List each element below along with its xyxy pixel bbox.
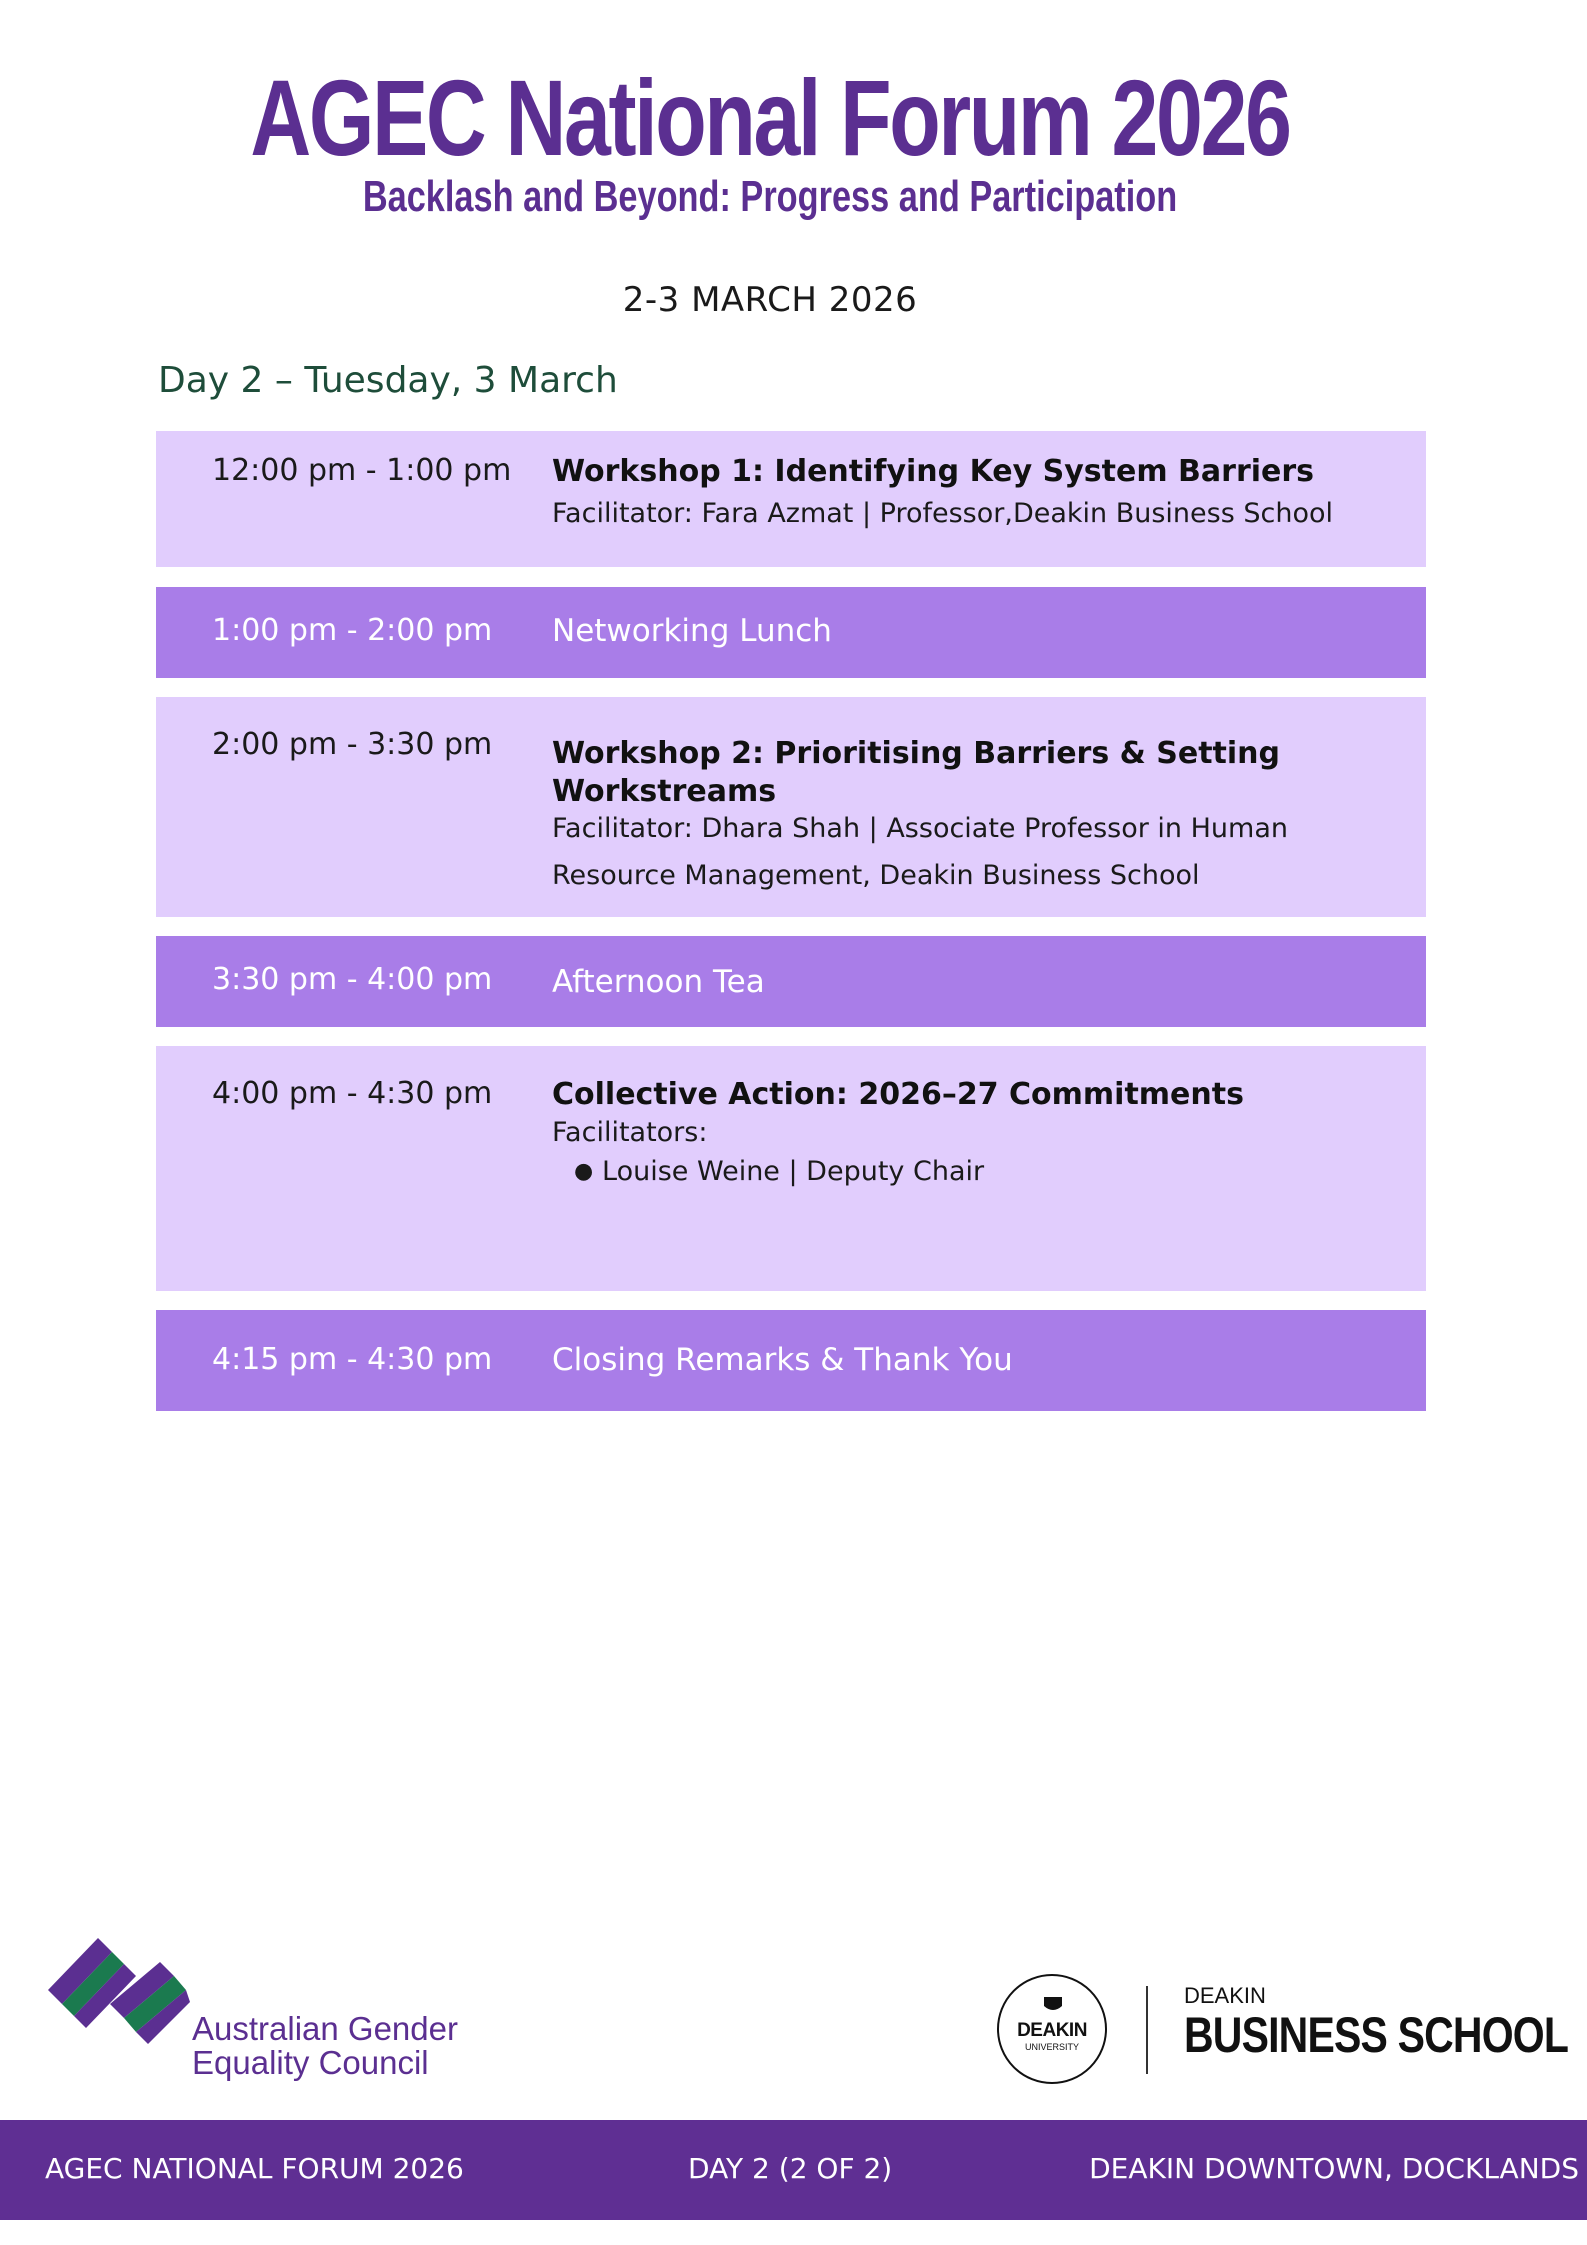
page-footer bbox=[0, 2120, 1587, 2220]
footer-event-name: AGEC NATIONAL FORUM 2026 bbox=[45, 2152, 464, 2185]
session-label: Closing Remarks & Thank You bbox=[552, 1342, 1013, 1378]
deakin-crest-icon bbox=[1043, 1996, 1063, 2014]
facilitator-list-item bbox=[552, 1152, 1392, 1192]
session-title: Workshop 1: Identifying Key System Barriers bbox=[552, 454, 1315, 489]
day-heading: Day 2 – Tuesday, 3 March bbox=[158, 360, 618, 401]
schedule-row-workshop-1 bbox=[156, 431, 1426, 567]
session-title: Workshop 2: Prioritising Barriers & Setting Workstreams bbox=[552, 736, 1281, 809]
page-subtitle: Backlash and Beyond: Progress and Participation bbox=[362, 172, 1178, 221]
event-dates: 2-3 MARCH 2026 bbox=[622, 280, 918, 320]
session-label: Afternoon Tea bbox=[552, 964, 765, 1000]
session-time: 1:00 pm - 2:00 pm bbox=[212, 613, 493, 648]
session-title: Collective Action: 2026–27 Commitments bbox=[552, 1077, 1244, 1112]
session-time: 2:00 pm - 3:30 pm bbox=[212, 727, 493, 762]
session-time: 4:00 pm - 4:30 pm bbox=[212, 1076, 493, 1111]
session-time: 12:00 pm - 1:00 pm bbox=[212, 453, 512, 488]
agec-logo-icon bbox=[40, 1932, 190, 2062]
session-time: 4:15 pm - 4:30 pm bbox=[212, 1342, 493, 1377]
session-label: Networking Lunch bbox=[552, 613, 832, 649]
facilitator-name: Louise Weine | Deputy Chair bbox=[602, 1156, 985, 1187]
agec-name-line-2: Equality Council bbox=[192, 2044, 429, 2081]
schedule-row-lunch bbox=[156, 587, 1426, 678]
session-time: 3:30 pm - 4:00 pm bbox=[212, 962, 493, 997]
business-school-label-small: DEAKIN bbox=[1184, 1983, 1266, 2008]
session-facilitator: Facilitator: Fara Azmat | Professor,Deakin Business School bbox=[552, 498, 1333, 529]
page-title: AGEC National Forum 2026 bbox=[250, 57, 1290, 178]
deakin-wordmark: DEAKIN bbox=[1017, 2020, 1087, 2041]
session-facilitator: Facilitator: Dhara Shah | Associate Professor in Human Resource Management, Deakin Business School bbox=[552, 813, 1288, 891]
agec-name-line-1: Australian Gender bbox=[192, 2010, 458, 2047]
session-facilitators-label: Facilitators: bbox=[552, 1117, 708, 1148]
footer-location: DEAKIN DOWNTOWN, DOCKLANDS bbox=[1089, 2152, 1579, 2185]
logo-divider bbox=[1146, 1986, 1148, 2074]
schedule-row-afternoon-tea bbox=[156, 936, 1426, 1027]
schedule-row-workshop-2 bbox=[156, 697, 1426, 917]
deakin-university-text: UNIVERSITY bbox=[1024, 2042, 1079, 2052]
schedule-row-closing bbox=[156, 1310, 1426, 1411]
schedule-row-collective-action bbox=[156, 1046, 1426, 1291]
deakin-university-logo bbox=[997, 1974, 1107, 2084]
business-school-label-large: BUSINESS SCHOOL bbox=[1184, 2007, 1569, 2063]
agec-logo-text bbox=[192, 2012, 458, 2080]
bullet-icon: ● bbox=[574, 1159, 594, 1184]
footer-page-indicator: DAY 2 (2 OF 2) bbox=[688, 2152, 893, 2185]
